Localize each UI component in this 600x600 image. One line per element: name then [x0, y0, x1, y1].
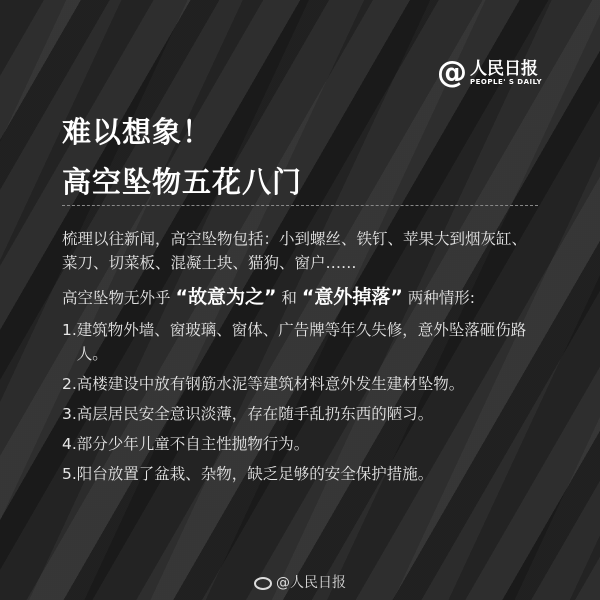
footer-watermark [0, 572, 600, 592]
logo-name: 人民日报 [470, 58, 538, 79]
list-item [62, 402, 542, 426]
body [62, 227, 542, 492]
list-item [62, 318, 542, 366]
item-text: 建筑物外墙、窗玻璃、窗体、广告牌等年久失修，意外坠落砸伤路人。 [76, 321, 527, 363]
weibo-icon [254, 577, 272, 590]
logo-en: PEOPLE' S DAILY [470, 77, 543, 86]
list-item [62, 462, 542, 486]
item-num: 3. [62, 405, 77, 423]
intro-text: 梳理以往新闻，高空坠物包括：小到螺丝、铁钉、苹果大到烟灰缸、菜刀、切菜板、混凝土块、猫狗、窗户…… [62, 230, 528, 272]
peoples-daily-logo [437, 55, 543, 90]
title-line-1: 难以想象！ [62, 115, 213, 149]
cases-suffix: 两种情形: [407, 289, 475, 307]
item-text: 高楼建设中放有钢筋水泥等建筑材料意外发生建材坠物。 [76, 375, 465, 393]
title-line-2: 高空坠物五花八门 [62, 165, 303, 199]
footer-text: @人民日报 [276, 575, 346, 591]
case-intentional: “故意为之” [175, 286, 277, 308]
list-item [62, 432, 542, 456]
item-text: 阳台放置了盆栽、杂物，缺乏足够的安全保护措施。 [76, 465, 434, 483]
cases-and: 和 [281, 289, 297, 307]
divider [62, 205, 538, 206]
item-num: 4. [62, 435, 77, 453]
item-text: 高层居民安全意识淡薄，存在随手乱扔东西的陋习。 [76, 405, 434, 423]
item-num: 1. [62, 321, 77, 339]
cases-prefix: 高空坠物无外乎 [62, 289, 171, 307]
item-num: 5. [62, 465, 77, 483]
cases-text [62, 285, 542, 310]
case-accidental: “意外掉落” [301, 286, 403, 308]
list-item [62, 372, 542, 396]
at-icon: @ [437, 55, 467, 90]
item-num: 2. [62, 375, 77, 393]
item-text: 部分少年儿童不自主性抛物行为。 [76, 435, 310, 453]
